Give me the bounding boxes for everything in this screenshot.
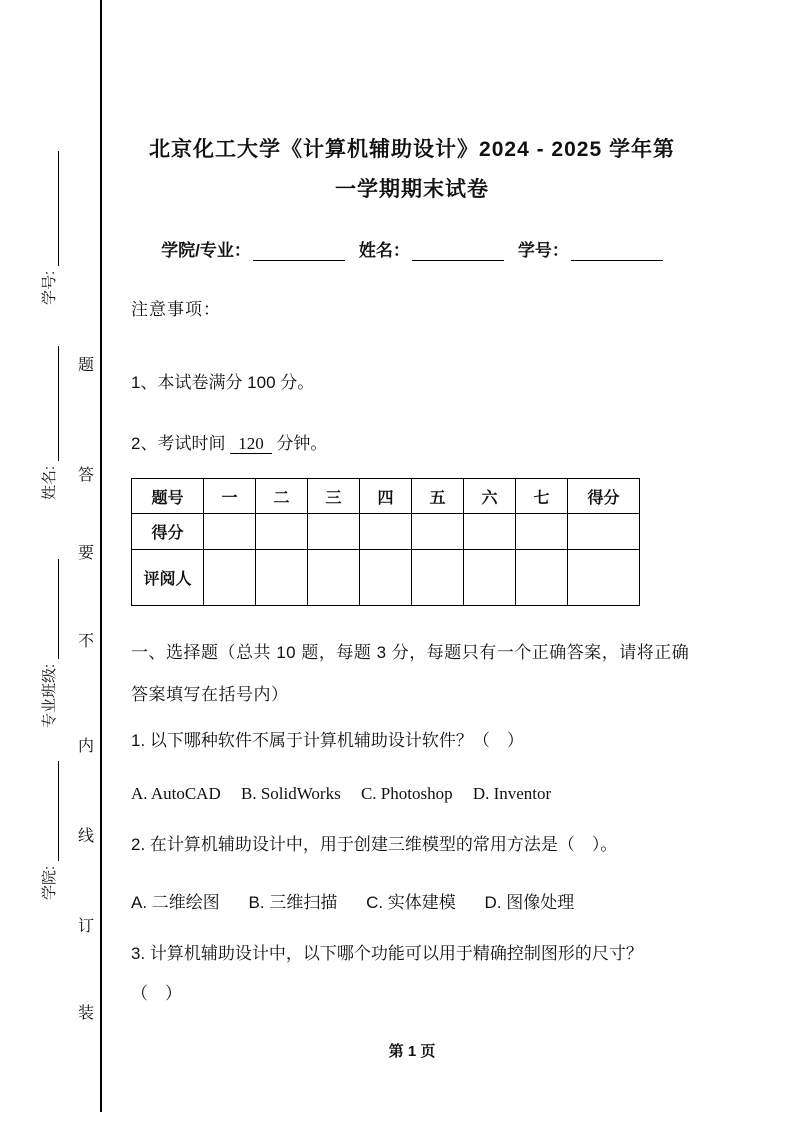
question-3: 3. 计算机辅助设计中，以下哪个功能可以用于精确控制图形的尺寸？ [131,944,643,963]
binding-line-char: 要 [78,545,95,562]
page-number: 第 1 页 [388,1043,436,1060]
binding-field-name [38,346,59,500]
section-1-heading: 一、选择题（总共 10 题，每题 3 分，每题只有一个正确答案，请将正确答案填写在括号内） [131,643,690,704]
option-a: A. 二维绘图 [131,893,220,912]
fill-in-blank [43,559,59,659]
binding-field-student-id [38,151,59,305]
fill-in-blank [253,243,345,261]
info-label: 姓名： [358,241,410,260]
binding-line-char: 不 [78,633,95,650]
exam-title-line2: 一学期期末试卷 [335,178,489,201]
fill-in-blank [43,761,59,861]
score-table [131,478,640,606]
grader-cell [308,550,360,606]
score-cell [412,514,464,550]
grader-cell [412,550,464,606]
binding-line-char: 内 [78,738,95,755]
binding-field-label: 学号: [41,270,58,305]
score-table-col-header: 得分 [568,479,640,514]
score-cell [256,514,308,550]
exam-content [131,130,693,1007]
info-field-name [359,236,504,261]
score-table-col-header: 一 [204,479,256,514]
binding-line-char: 订 [78,918,95,935]
score-table-col-header: 五 [412,479,464,514]
binding-field-college [38,761,59,900]
score-cell [204,514,256,550]
score-row-label: 得分 [132,514,204,550]
fill-in-blank [571,243,663,261]
fill-in-blank [43,151,59,266]
exam-duration-value: 120 [230,434,272,454]
grader-cell [464,550,516,606]
info-label: 学号： [517,241,569,260]
score-cell [308,514,360,550]
notice-duration-suffix: 分钟。 [276,434,328,453]
option-b: B. SolidWorks [240,784,341,803]
grader-cell [568,550,640,606]
fill-in-blank [412,243,504,261]
binding-line-char: 题 [78,357,95,374]
binding-field-major-class [38,559,59,728]
notice-duration-prefix: 2、考试时间 [131,434,226,453]
question-2: 2. 在计算机辅助设计中，用于创建三维模型的常用方法是（ ）。 [131,835,618,854]
binding-line-char: 装 [78,1005,95,1022]
option-b: B. 三维扫描 [248,893,338,912]
binding-field-label: 学院: [41,865,58,900]
student-info-row [131,236,693,261]
grader-cell [204,550,256,606]
question-2-options [131,888,693,913]
score-cell [516,514,568,550]
question-3-answer-parens: （ ） [131,984,182,1003]
score-table-col-header: 题号 [132,479,204,514]
binding-field-label: 专业班级: [41,663,58,728]
question-1: 1. 以下哪种软件不属于计算机辅助设计软件？（ ） [131,731,524,750]
option-c: C. Photoshop [360,784,453,803]
option-d: D. 图像处理 [484,893,575,912]
binding-field-label: 姓名: [41,465,58,500]
grader-cell [360,550,412,606]
option-c: C. 实体建模 [366,893,456,912]
score-table-score-row [132,514,640,550]
fill-in-blank [43,346,59,461]
score-table-col-header: 四 [360,479,412,514]
score-cell [568,514,640,550]
exam-title [131,130,693,210]
info-field-student-id [518,236,663,261]
score-cell [464,514,516,550]
notice-item-duration [131,429,693,454]
question-1-options [131,784,693,804]
grader-cell [516,550,568,606]
info-field-department [161,236,345,261]
grader-row-label: 评阅人 [132,550,204,606]
binding-line-char: 答 [78,467,95,484]
score-table-col-header: 二 [256,479,308,514]
score-table-header-row [132,479,640,514]
info-label: 学院/专业： [161,241,251,260]
score-cell [360,514,412,550]
score-table-col-header: 六 [464,479,516,514]
notice-item-total-score: 1、本试卷满分 100 分。 [131,373,315,392]
option-d: D. Inventor [472,784,552,803]
exam-title-line1: 北京化工大学《计算机辅助设计》2024 - 2025 学年第 [149,138,675,161]
score-table-col-header: 七 [516,479,568,514]
score-table-grader-row [132,550,640,606]
grader-cell [256,550,308,606]
score-table-col-header: 三 [308,479,360,514]
option-a: A. AutoCAD [131,784,221,803]
binding-divider-line [100,0,102,1112]
binding-line-char: 线 [78,828,95,845]
notice-heading: 注意事项： [131,300,221,319]
